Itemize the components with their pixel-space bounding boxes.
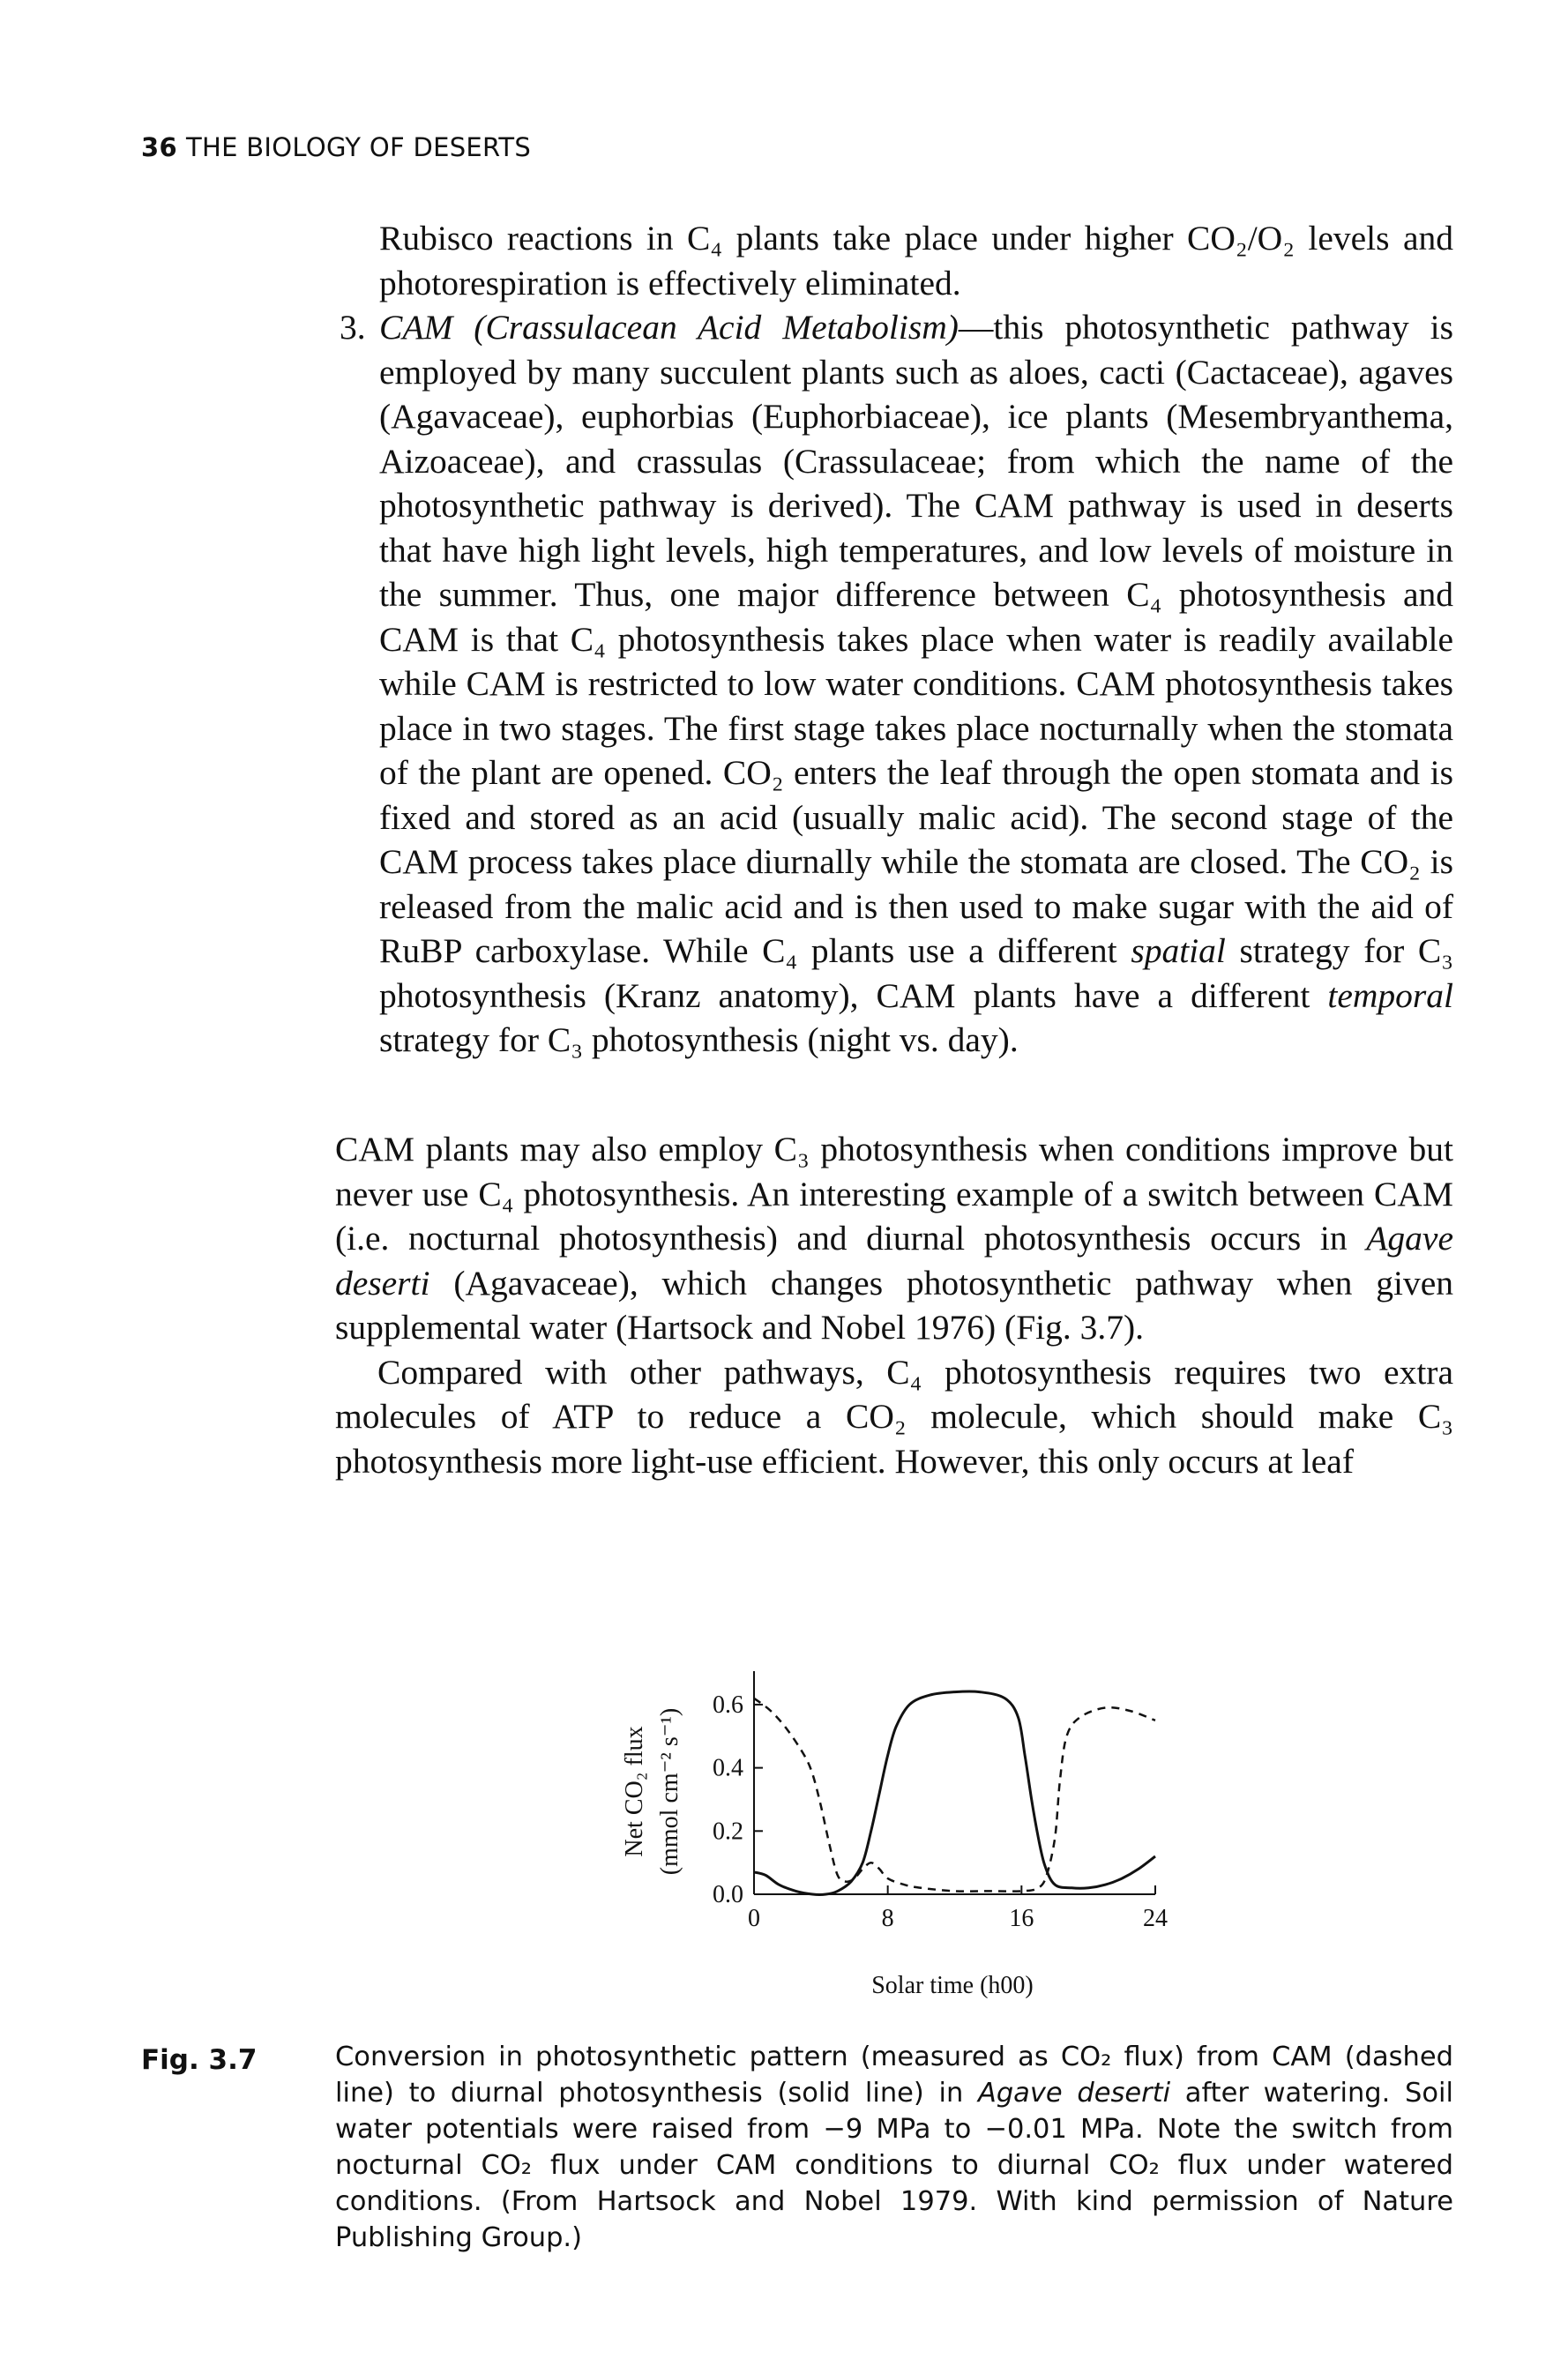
- series-lines: [754, 1691, 1155, 1895]
- y-tick-label: 0.6: [713, 1691, 743, 1719]
- x-axis-label: Solar time (h00): [871, 1972, 1034, 1999]
- caption-text: after watering. Soil water potentials were raised from −9 MPa to −0.01 MPa. Note the switch from nocturnal CO₂ flux under CAM conditions to diurnal CO₂ flux under watered conditions. (From Hartsock and Nobel 1979. With kind permission of Nature Publishing Group.): [335, 2078, 1453, 2253]
- y-axis-labels: [621, 1708, 683, 1875]
- paragraph-rubisco: Rubisco reactions in C₄ plants take place under higher CO₂/O₂ levels and photorespiration is effectively eliminated.: [379, 219, 1453, 302]
- list-item-cam: [340, 305, 1454, 1063]
- diurnal-solid-line: [754, 1691, 1155, 1895]
- y-tick-label: 0.2: [713, 1818, 743, 1846]
- cam-description: —this photosynthetic pathway is employed by many succulent plants such as aloes, cacti (Cactaceae), agaves (Agavaceae), euphorbias (Euphorbiaceae), ice plants (Mesembryanthema, Aizoaceae), and crassulas (Crassulaceae; from which the name of the photosynthetic pathway is derived). The CAM pathway is used in deserts that have high light levels, high temperatures, and low levels of moisture in the summer. Thus, one major difference between C₄ photosynthesis and CAM is that C₄ photosynthesis takes place when water is readily available while CAM is restricted to low water conditions. CAM photosynthesis takes place in two stages. The first stage takes place nocturnally when the stomata of the plant are opened. CO₂ enters the leaf through the open stomata and is fixed and stored as an acid (usually malic acid). The second stage of the CAM process takes place diurnally while the stomata are closed. The CO₂ is released from the malic acid and is then used to make sugar with the aid of RuBP carboxylase. While C₄ plants use a different: [379, 308, 1453, 970]
- figure-3-7: [600, 1658, 1217, 2011]
- y-tick-label: 0.0: [713, 1881, 743, 1908]
- paragraph-comparison: Compared with other pathways, C₄ photosynthesis requires two extra molecules of ATP to reduce a CO₂ molecule, which should make C₃ photosynthesis more light-use efficient. However, this only occurs at leaf: [335, 1352, 1453, 1481]
- y-axis-label: Net CO₂ flux: [621, 1726, 648, 1857]
- emphasis-spatial: spatial: [1131, 931, 1226, 970]
- running-title: THE BIOLOGY OF DESERTS: [185, 132, 532, 162]
- main-text: [335, 1127, 1453, 1483]
- list-item-number: 3.: [340, 308, 366, 347]
- figure-label: Fig. 3.7: [141, 2044, 258, 2076]
- paragraph-text: CAM plants may also employ C₃ photosynthesis when conditions improve but never use C₄ photosynthesis. An interesting example of a switch between CAM (i.e. nocturnal photosynthesis) and diurnal photosynthesis occurs in: [335, 1130, 1453, 1258]
- ticks: [713, 1691, 1168, 1932]
- caption-text: Conversion in photosynthetic pattern (measured as CO₂ flux) from CAM (dashed line) to diurnal photosynthesis (solid line) in: [335, 2042, 1453, 2109]
- x-tick-label: 24: [1143, 1905, 1168, 1932]
- paragraph-text: (Agavaceae), which changes photosynthetic pathway when given supplemental water (Hartsock and Nobel 1976) (Fig. 3.7).: [335, 1263, 1453, 1347]
- x-tick-label: 16: [1009, 1905, 1034, 1932]
- species-name: Agave deserti: [335, 1219, 1453, 1303]
- caption-species: Agave deserti: [977, 2078, 1171, 2109]
- cam-description-2: strategy for C₃ photosynthesis (Kranz anatomy), CAM plants have a different: [379, 931, 1454, 1015]
- paragraph-cam-switch: [335, 1127, 1453, 1350]
- running-header: [141, 132, 531, 162]
- cam-description-3: strategy for C₃ photosynthesis (night vs. day).: [379, 1020, 1019, 1059]
- y-axis-units: (mmol cm⁻² s⁻¹): [656, 1707, 683, 1876]
- page-number: 36: [141, 132, 177, 162]
- cam-dashed-line: [754, 1698, 1155, 1892]
- emphasis-temporal: temporal: [1327, 975, 1453, 1015]
- cam-term: CAM (Crassulacean Acid Metabolism): [379, 308, 959, 347]
- x-tick-label: 0: [748, 1905, 760, 1932]
- list-continuation: [340, 216, 1454, 1063]
- y-tick-label: 0.4: [713, 1754, 743, 1782]
- co2-flux-chart: [600, 1658, 1217, 2011]
- figure-caption: [335, 2039, 1453, 2256]
- x-tick-label: 8: [881, 1905, 894, 1932]
